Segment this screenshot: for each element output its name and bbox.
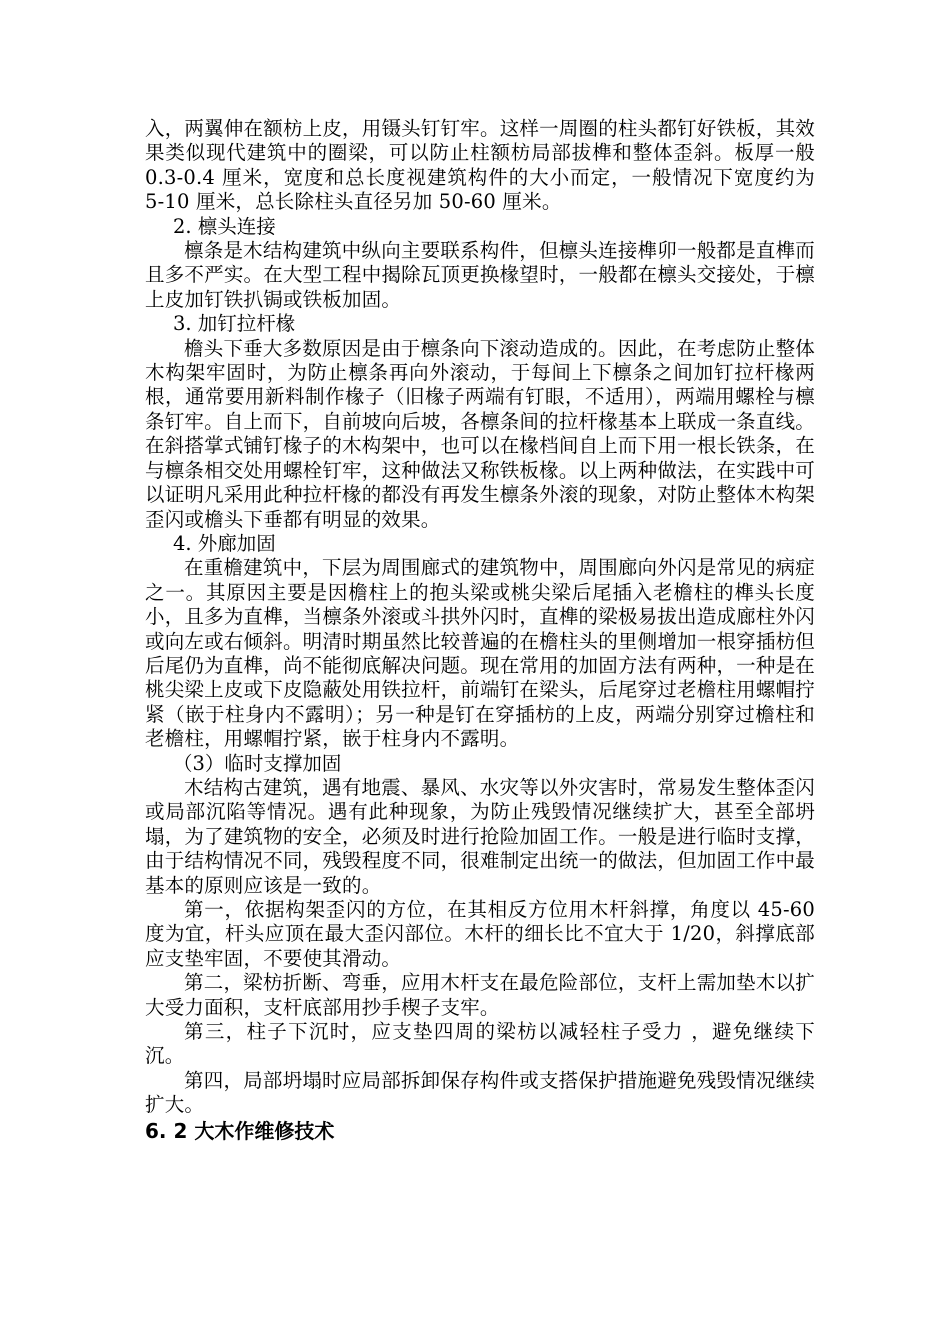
paragraph-temporary-support: 木结构古建筑，遇有地震、暴风、水灾等以外灾害时，常易发生整体歪闪或局部沉陷等情况。遇有此种现象，为防止残毁情况继续扩大，甚至全部坍塌，为了建筑物的安全，必须及时进行抢险加固工作。一般是进行临时支撑，由于结构情况不同，残毁程度不同，很难制定出统一的做法，但加固工作中最基本的原则应该是一致的。	[145, 775, 815, 897]
subheading-tie-rafter: 3. 加钉拉杆椽	[173, 312, 296, 336]
paragraph-tie-rafter: 檐头下垂大多数原因是由于檩条向下滚动造成的。因此，在考虑防止整体木构架牢固时，为防止檩条再向外滚动，于每间上下檩条之间加钉拉杆椽两根，通常要用新料制作椽子（旧椽子两端有钉眼，不适用），两端用螺栓与檩条钉牢。自上而下，自前坡向后坡，各檩条间的拉杆椽基本上联成一条直线。在斜搭掌式铺钉椽子的木构架中，也可以在椽档间自上而下用一根长铁条，在与檩条相交处用螺栓钉牢，这种做法又称铁板椽。以上两种做法，在实践中可以证明凡采用此种拉杆椽的都没有再发生檩条外滚的现象，对防止整体木构架歪闪或檐头下垂都有明显的效果。	[145, 336, 815, 531]
paragraph-step-three: 第三，柱子下沉时，应支垫四周的梁枋以减轻柱子受力 ，避免继续下沉。	[145, 1020, 815, 1068]
paragraph-step-one: 第一，依据构架歪闪的方位，在其相反方位用木杆斜撑，角度以 45-60 度为宜，杆头应顶在最大歪闪部位。木杆的细长比不宜大于 1/20，斜撑底部应支垫牢固，不要使其滑动。	[145, 898, 815, 970]
subheading-temporary-support: （3）临时支撑加固	[173, 751, 342, 775]
paragraph-step-four: 第四，局部坍塌时应局部拆卸保存构件或支搭保护措施避免残毁情况继续扩大。	[145, 1068, 815, 1117]
section-title: 6. 2 大木作维修技术	[145, 1118, 335, 1143]
paragraph-iron-plate-reinforcement: 入，两翼伸在额枋上皮，用镊头钉钉牢。这样一周圈的柱头都钉好铁板，其效果类似现代建筑中的圈梁，可以防止柱额枋局部拔榫和整体歪斜。板厚一般 0.3-0.4 厘米，宽度和总长度视建筑构件的大小而定，一般情况下宽度约为 5-10 厘米，总长除柱头直径另加 50-60 厘米。	[145, 117, 815, 214]
subheading-outer-corridor: 4. 外廊加固	[173, 531, 276, 555]
paragraph-outer-corridor: 在重檐建筑中，下层为周围廊式的建筑物中，周围廊向外闪是常见的病症之一。其原因主要是因檐柱上的抱头梁或桃尖梁后尾插入老檐柱的榫头长度小，且多为直榫，当檩条外滚或斗拱外闪时，直榫的梁极易拔出造成廊柱外闪或向左或右倾斜。明清时期虽然比较普遍的在檐柱头的里侧增加一根穿插枋但后尾仍为直榫，尚不能彻底解决问题。现在常用的加固方法有两种，一种是在桃尖梁上皮或下皮隐蔽处用铁拉杆，前端钉在梁头，后尾穿过老檐柱用螺帽拧紧（嵌于柱身内不露明）；另一种是钉在穿插枋的上皮，两端分别穿过檐柱和老檐柱，用螺帽拧紧，嵌于柱身内不露明。	[145, 556, 815, 751]
paragraph-step-two: 第二，梁枋折断、弯垂，应用木杆支在最危险部位，支杆上需加垫木以扩大受力面积，支杆底部用抄手楔子支牢。	[145, 971, 815, 1019]
subheading-purlin-joint: 2. 檩头连接	[173, 214, 276, 238]
document-page	[145, 117, 815, 1144]
paragraph-purlin-joint: 檩条是木结构建筑中纵向主要联系构件，但檩头连接榫卯一般都是直榫而且多不严实。在大型工程中揭除瓦顶更换椽望时，一般都在檩头交接处，于檩上皮加钉铁扒锔或铁板加固。	[145, 239, 815, 311]
